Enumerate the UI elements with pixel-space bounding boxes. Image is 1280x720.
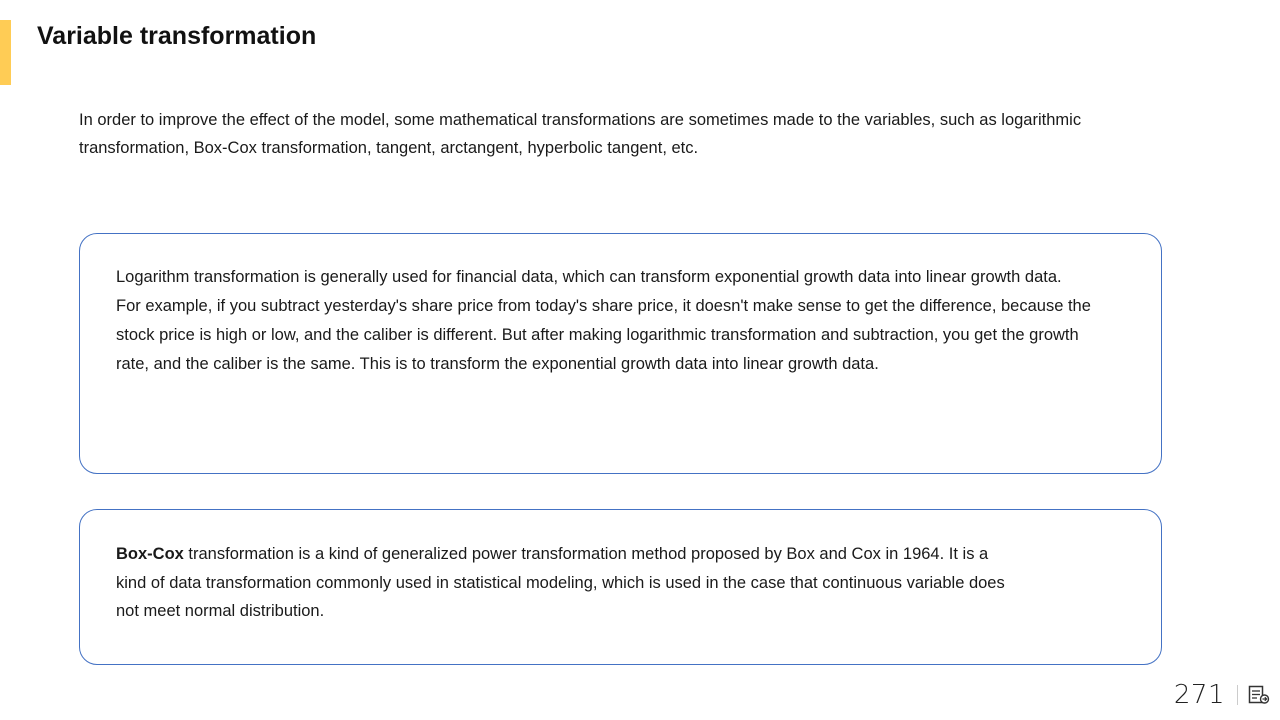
intro-paragraph: In order to improve the effect of the model, some mathematical transformations are sometimes made to the variables, such as logarithmic transformation, Box-Cox transformation, tangent, arctangent, hyperbolic tangent, etc. <box>79 111 1082 157</box>
boxcox-card-paragraph <box>116 540 1011 626</box>
notes-icon[interactable] <box>1248 685 1270 705</box>
slide-footer <box>1174 680 1270 710</box>
log-transformation-card <box>79 233 1162 474</box>
log-card-paragraph-2: For example, if you subtract yesterday's share price from today's share price, it doesn't make sense to get the difference, because the stock price is high or low, and the caliber is different. But after making logarithmic transformation and subtraction, you get the growth rate, and the caliber is the same. This is to transform the exponential growth data into linear growth data. <box>116 297 1091 373</box>
slide-title: Variable transformation <box>37 22 317 50</box>
title-accent-bar <box>0 20 11 85</box>
boxcox-term: Box-Cox <box>116 545 184 563</box>
page-number: 271 <box>1173 680 1225 710</box>
boxcox-text: transformation is a kind of generalized power transformation method proposed by Box and Cox in 1964. It is a kind of data transformation commonly used in statistical modeling, which is used in the case that continuous variable does not meet normal distribution. <box>116 545 1005 620</box>
log-card-paragraph-1: Logarithm transformation is generally used for financial data, which can transform exponential growth data into linear growth data. <box>116 268 1062 286</box>
boxcox-transformation-card <box>79 509 1162 665</box>
footer-divider <box>1237 685 1238 705</box>
